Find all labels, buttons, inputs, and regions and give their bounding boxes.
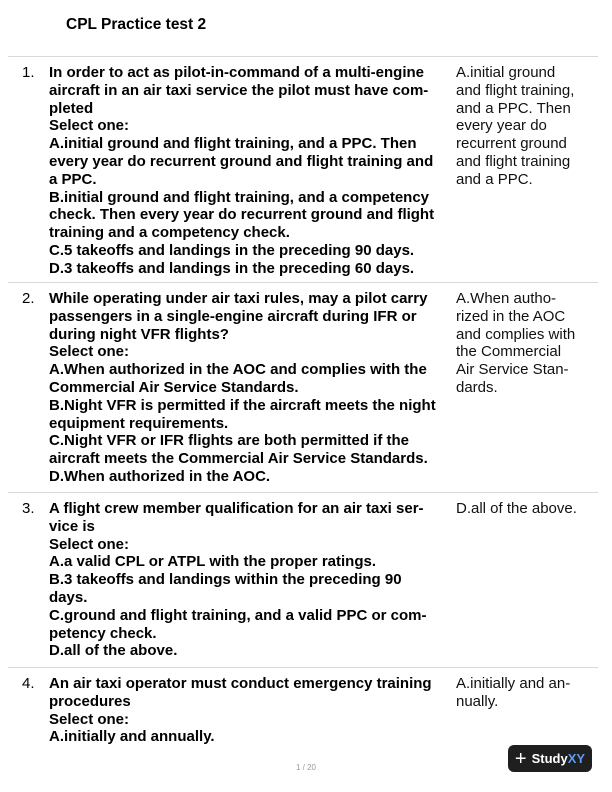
- question-line: D.3 takeoffs and landings in the preceding 60 days.: [49, 259, 415, 277]
- answer-line: and a PPC.: [456, 170, 533, 188]
- question-text: [49, 500, 456, 660]
- answer-line: dards.: [456, 378, 498, 396]
- question-line: aircraft meets the Commercial Air Service Standards.: [49, 450, 428, 468]
- question-line: Commercial Air Service Standards.: [49, 378, 299, 396]
- answer-line: and flight training,: [456, 81, 575, 99]
- answer-text: [456, 675, 606, 711]
- question-line: aircraft in an air taxi service the pilot must have com-: [49, 81, 429, 99]
- question-line: days.: [49, 588, 88, 606]
- divider: [8, 492, 598, 493]
- question-line: procedures: [49, 692, 131, 710]
- question-line: a PPC.: [49, 170, 97, 188]
- answer-line: nually.: [456, 692, 499, 710]
- question-number: 3.: [22, 500, 35, 517]
- answer-line: A.When autho-: [456, 290, 557, 307]
- question-line: C.5 takeoffs and landings in the preceding 90 days.: [49, 241, 415, 259]
- answer-line: and flight training: [456, 152, 571, 170]
- question-line: A.initially and annually.: [49, 728, 215, 746]
- question-line: check. Then every year do recurrent ground and flight: [49, 206, 435, 224]
- page-indicator: 1 / 20: [295, 763, 316, 772]
- question-line: Select one:: [49, 710, 130, 728]
- question-line: A.a valid CPL or ATPL with the proper ratings.: [49, 553, 376, 571]
- question-line: In order to act as pilot-in-command of a multi-engine: [49, 64, 425, 81]
- question-line: every year do recurrent ground and flight training and: [49, 152, 434, 170]
- divider: [8, 667, 598, 668]
- answer-text: [456, 290, 606, 397]
- answer-line: recurrent ground: [456, 135, 567, 153]
- question-line: Select one:: [49, 343, 130, 361]
- question-line: A flight crew member qualification for an air taxi ser-: [49, 500, 424, 517]
- question-line: petency check.: [49, 624, 157, 642]
- question-text: [49, 290, 456, 486]
- answer-line: the Commercial: [456, 343, 562, 361]
- question-line: pleted: [49, 99, 94, 117]
- answer-line: D.all of the above.: [456, 500, 577, 517]
- question-line: during night VFR flights?: [49, 325, 229, 343]
- studyxy-badge[interactable]: [508, 745, 592, 772]
- question-line: An air taxi operator must conduct emergency training: [49, 675, 432, 692]
- brand-prefix: Study: [531, 751, 568, 766]
- answer-line: rized in the AOC: [456, 307, 566, 325]
- question-line: A.When authorized in the AOC and complies with the: [49, 361, 427, 379]
- answer-line: A.initially and an-: [456, 675, 571, 692]
- question-line: Select one:: [49, 535, 130, 553]
- answer-line: and complies with: [456, 325, 576, 343]
- answer-line: every year do: [456, 117, 547, 135]
- question-line: C.ground and flight training, and a valid PPC or com-: [49, 606, 427, 624]
- question-text: [49, 675, 456, 746]
- divider: [8, 56, 598, 57]
- question-line: A.initial ground and flight training, and a PPC. Then: [49, 135, 417, 153]
- question-line: B.initial ground and flight training, and a competency: [49, 188, 430, 206]
- answer-text: [456, 500, 606, 518]
- brand-suffix: XY: [567, 751, 586, 766]
- question-number: 2.: [22, 290, 35, 307]
- answer-line: and a PPC. Then: [456, 99, 571, 117]
- question-line: While operating under air taxi rules, may a pilot carry: [49, 290, 428, 307]
- plus-icon: +: [514, 747, 527, 770]
- question-line: training and a competency check.: [49, 224, 290, 242]
- question-line: B.3 takeoffs and landings within the preceding 90: [49, 571, 402, 589]
- answer-line: Air Service Stan-: [456, 361, 569, 379]
- question-line: vice is: [49, 517, 95, 535]
- question-line: equipment requirements.: [49, 414, 229, 432]
- question-line: D.all of the above.: [49, 642, 178, 660]
- question-number: 1.: [22, 64, 35, 81]
- question-line: D.When authorized in the AOC.: [49, 467, 271, 485]
- question-number: 4.: [22, 675, 35, 692]
- answer-line: A.initial ground: [456, 64, 556, 81]
- answer-text: [456, 64, 606, 189]
- divider: [8, 282, 598, 283]
- page-title: CPL Practice test 2: [66, 16, 207, 33]
- question-line: passengers in a single-engine aircraft during IFR or: [49, 307, 417, 325]
- question-line: Select one:: [49, 117, 130, 135]
- question-line: C.Night VFR or IFR flights are both permitted if the: [49, 432, 409, 450]
- question-text: [49, 64, 456, 278]
- question-line: B.Night VFR is permitted if the aircraft meets the night: [49, 396, 436, 414]
